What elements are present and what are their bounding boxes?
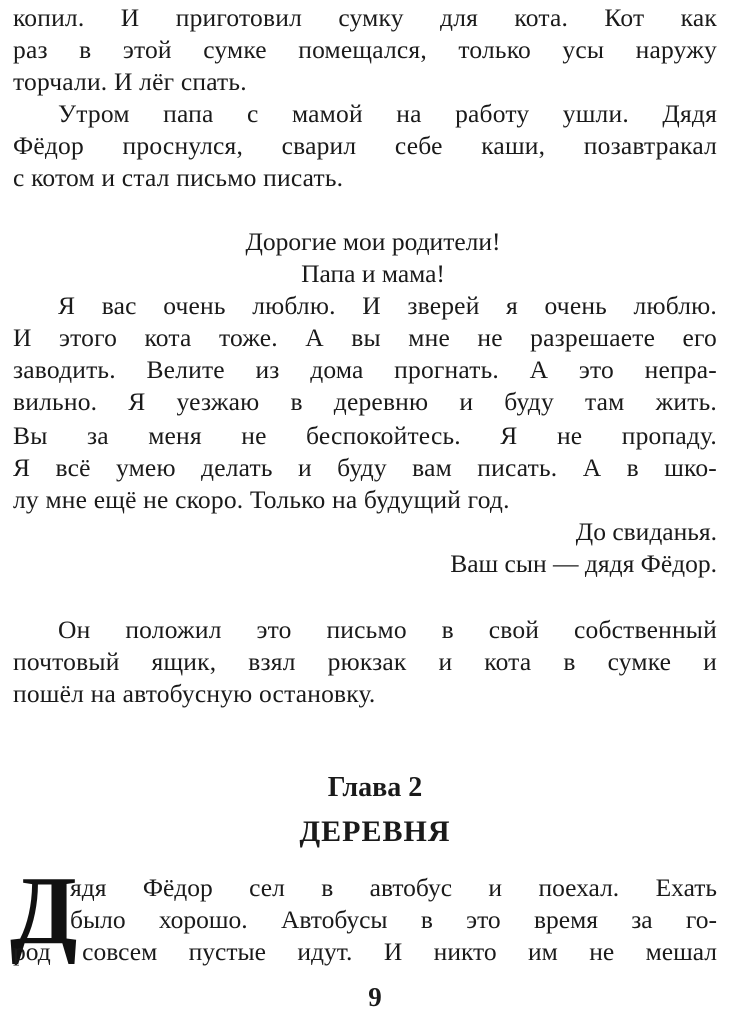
letter-salutation: Папа и мама! <box>301 259 445 288</box>
text-line: Утром папа с мамой на работу ушли. Дядя <box>58 99 717 128</box>
text-line: почтовый ящик, взял рюкзак и кота в сумке и <box>13 647 717 676</box>
letter-salutation: Дорогие мои родители! <box>245 227 501 256</box>
text-line: копил. И приготовил сумку для кота. Кот как <box>13 3 717 32</box>
text-line: Он положил это письмо в свой собственный <box>58 615 717 644</box>
text-line: Вы за меня не беспокойтесь. Я не пропаду. <box>13 421 717 450</box>
text-line: Фёдор проснулся, сварил себе каши, позавтракал <box>13 131 717 160</box>
letter-signature: Ваш сын — дядя Фёдор. <box>450 549 717 578</box>
chapter-title: ДЕРЕВНЯ <box>299 815 451 848</box>
text-line: было хорошо. Автобусы в это время за го- <box>70 905 717 934</box>
text-line: заводить. Велите из дома прогнать. А это непра- <box>13 355 717 384</box>
text-line: род совсем пустые идут. И никто им не мешал <box>13 937 717 966</box>
text-line: Я всё умею делать и буду вам писать. А в шко- <box>13 453 717 482</box>
text-line: пошёл на автобусную остановку. <box>13 679 376 708</box>
drop-cap: Д <box>10 857 78 965</box>
text-line: ядя Фёдор сел в автобус и поехал. Ехать <box>70 873 717 902</box>
page-number: 9 <box>368 982 382 1012</box>
chapter-number: Глава 2 <box>327 772 423 803</box>
text-line: И этого кота тоже. А вы мне не разрешаете его <box>13 323 717 352</box>
text-line: раз в этой сумке помещался, только усы наружу <box>13 35 717 64</box>
text-line: торчали. И лёг спать. <box>13 67 247 96</box>
text-line: вильно. Я уезжаю в деревню и буду там жить. <box>13 387 717 416</box>
text-line: лу мне ещё не скоро. Только на будущий год. <box>13 485 510 514</box>
text-line: с котом и стал письмо писать. <box>13 163 344 192</box>
letter-closing: До свиданья. <box>575 517 717 546</box>
text-line: Я вас очень люблю. И зверей я очень люблю. <box>58 291 717 320</box>
